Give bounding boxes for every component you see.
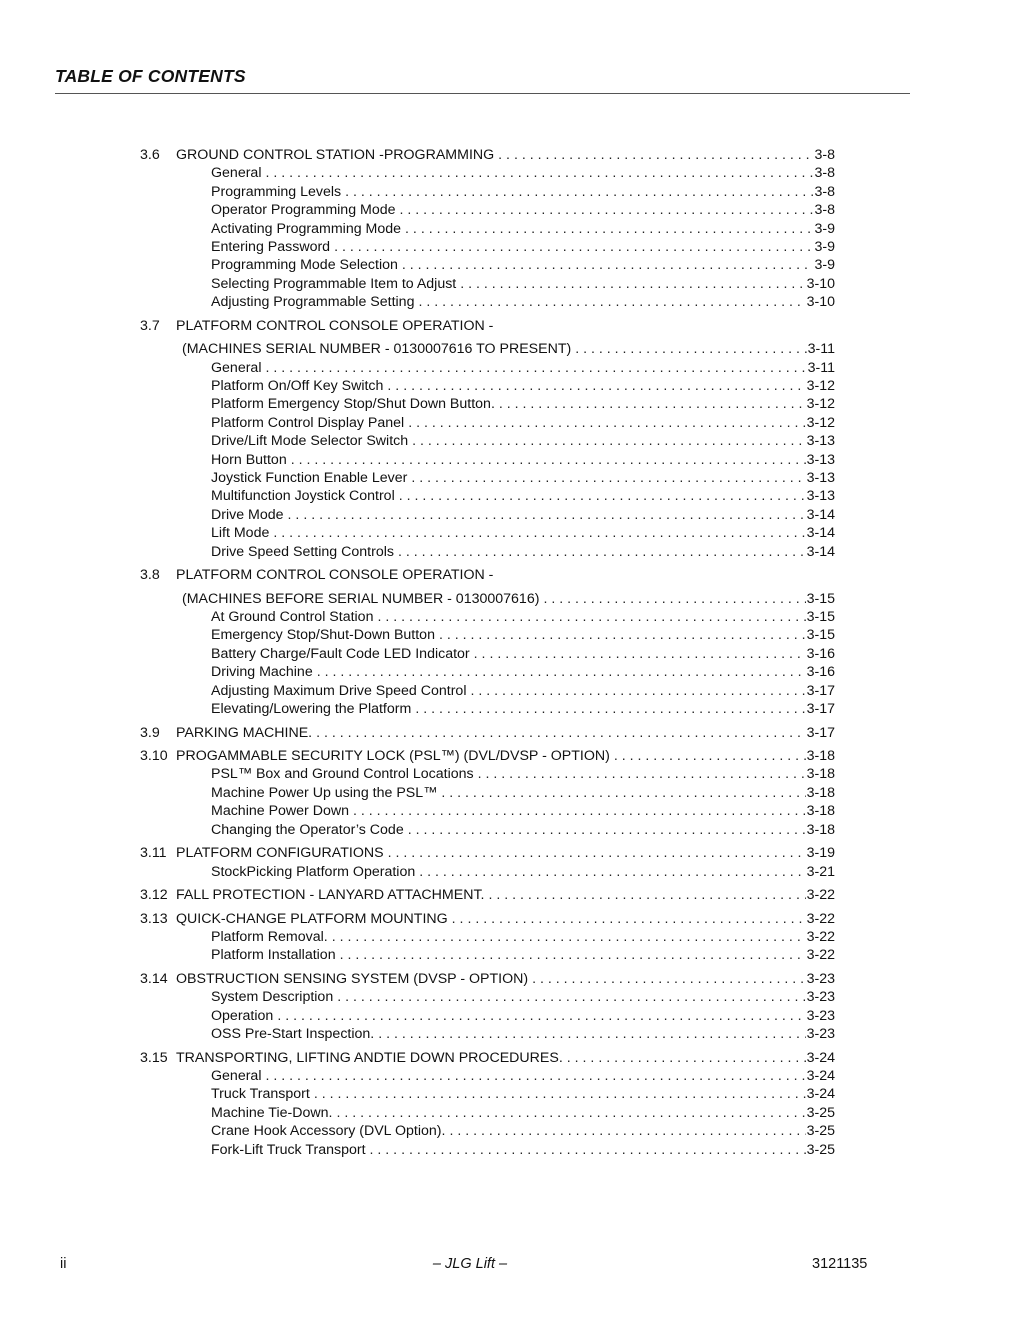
toc-entry-title: Platform Removal. (211, 928, 328, 945)
toc-entry-title: PLATFORM CONTROL CONSOLE OPERATION - (176, 567, 494, 584)
toc-entry-title: Fork-Lift Truck Transport (211, 1141, 366, 1158)
toc-section-entry (140, 886, 835, 904)
toc-dot-leader (377, 608, 805, 626)
toc-entry-title: Programming Levels (211, 183, 342, 200)
toc-page-number: 3-22 (806, 887, 835, 903)
toc-entry-title: General (211, 1067, 262, 1084)
toc-subsection-entry (211, 506, 835, 524)
toc-dot-leader (314, 1085, 806, 1103)
toc-subsection-entry (211, 524, 835, 542)
toc-entry-title: GROUND CONTROL STATION -PROGRAMMING (176, 147, 495, 163)
toc-dot-leader (452, 910, 806, 928)
toc-entry-title: QUICK-CHANGE PLATFORM MOUNTING (176, 910, 448, 927)
toc-section-entry (140, 146, 835, 164)
toc-subsection-entry (211, 928, 835, 946)
toc-entry-title: Machine Power Up using the PSL™ (211, 784, 438, 801)
toc-entry-title: Crane Hook Accessory (DVL Option). (211, 1123, 446, 1140)
toc-page-number: 3-12 (806, 378, 835, 394)
toc-entry-title: Truck Transport (211, 1086, 310, 1103)
toc-dot-leader (337, 988, 805, 1006)
toc-dot-leader (265, 1067, 805, 1085)
toc-page-number: 3-25 (806, 1141, 835, 1158)
toc-page-number: 3-23 (806, 989, 835, 1006)
toc-subsection-entry (211, 608, 835, 626)
toc-dot-leader (567, 1049, 806, 1067)
toc-section-number: 3.10 (140, 748, 168, 764)
toc-subsection-entry (182, 340, 835, 358)
toc-page-number: 3-16 (806, 645, 835, 662)
toc-dot-leader (291, 451, 806, 469)
toc-entry-title: Joystick Function Enable Lever (211, 470, 408, 486)
toc-page-number: 3-18 (806, 748, 835, 764)
toc-page-number: 3-18 (806, 766, 835, 783)
toc-page-number: 3-11 (807, 341, 835, 358)
toc-page-number: 3-22 (806, 928, 835, 945)
toc-subsection-entry (211, 414, 835, 432)
toc-dot-leader (345, 183, 813, 201)
toc-dot-leader (402, 256, 814, 274)
toc-entry-title: System Description (211, 989, 334, 1006)
toc-subsection-entry (211, 1007, 835, 1025)
toc-page-number: 3-25 (806, 1104, 835, 1121)
toc-dot-leader (273, 524, 805, 542)
toc-page-number: 3-17 (806, 724, 835, 741)
toc-entry-title: Adjusting Programmable Setting (211, 294, 415, 311)
toc-entry-title: PLATFORM CONFIGURATIONS (176, 845, 384, 862)
toc-section-number: 3.13 (140, 910, 168, 927)
toc-entry-title: Multifunction Joystick Control (211, 488, 395, 505)
toc-dot-leader (370, 1141, 806, 1159)
toc-dot-leader (398, 543, 806, 561)
toc-page-number: 3-15 (806, 627, 835, 644)
toc-page-number: 3-8 (814, 183, 835, 200)
toc-page-number: 3-10 (806, 275, 835, 292)
toc-subsection-entry (211, 377, 835, 395)
toc-section-entry (140, 910, 835, 928)
toc-dot-leader (575, 340, 806, 358)
toc-page-number: 3-24 (806, 1086, 835, 1103)
toc-dot-leader (336, 1104, 805, 1122)
toc-entry-title: General (211, 165, 262, 182)
toc-section-number: 3.11 (140, 845, 167, 862)
toc-page-number: 3-19 (806, 845, 835, 862)
toc-subsection-entry (211, 487, 835, 505)
toc-page-number: 3-22 (806, 947, 835, 964)
toc-page-number: 3-13 (806, 451, 835, 468)
toc-page-number: 3-10 (806, 294, 835, 311)
toc-entry-title: Platform Installation (211, 947, 336, 964)
toc-page-number: 3-14 (806, 543, 835, 560)
toc-section-entry (140, 747, 835, 765)
toc-entry-title: Machine Tie-Down. (211, 1104, 333, 1121)
toc-page-number: 3-24 (806, 1067, 835, 1084)
toc-dot-leader (614, 747, 806, 765)
toc-dot-leader (441, 784, 805, 802)
toc-subsection-entry (211, 451, 835, 469)
toc-entry-title: Platform Control Display Panel (211, 414, 405, 431)
toc-entry-title: Platform On/Off Key Switch (211, 378, 384, 394)
toc-entry-title: PARKING MACHINE. (176, 724, 313, 741)
toc-dot-leader (488, 886, 805, 904)
toc-entry-title: Drive Speed Setting Controls (211, 543, 394, 560)
toc-entry-title: PSL™ Box and Ground Control Locations (211, 766, 474, 783)
toc-subsection-entry (211, 238, 835, 256)
toc-section-entry (140, 317, 835, 335)
toc-page-number: 3-9 (814, 239, 835, 255)
toc-page-number: 3-15 (806, 590, 835, 607)
toc-entry-title: Lift Mode (211, 525, 270, 542)
toc-entry-title: Emergency Stop/Shut-Down Button (211, 627, 435, 644)
toc-subsection-entry (211, 256, 835, 274)
toc-dot-leader (387, 377, 805, 395)
toc-entry-title: Operation (211, 1007, 274, 1024)
toc-page-number: 3-24 (806, 1049, 835, 1066)
toc-dot-leader (265, 359, 806, 377)
toc-dot-leader (340, 946, 806, 964)
toc-section-number: 3.8 (140, 567, 160, 584)
toc-page-number: 3-25 (806, 1123, 835, 1140)
toc-page-number: 3-14 (806, 525, 835, 542)
toc-page-number: 3-12 (806, 396, 835, 413)
toc-entry-title: Driving Machine (211, 664, 313, 681)
page-header-title: TABLE OF CONTENTS (55, 66, 246, 86)
toc-page-number: 3-21 (806, 863, 835, 880)
toc-section-number: 3.12 (140, 887, 168, 903)
toc-dot-leader (405, 220, 813, 238)
toc-entry-title: OBSTRUCTION SENSING SYSTEM (DVSP - OPTION) (176, 970, 529, 987)
toc-subsection-entry (211, 663, 835, 681)
toc-subsection-entry (211, 183, 835, 201)
toc-dot-leader (439, 626, 806, 644)
toc-page-number: 3-22 (806, 910, 835, 927)
toc-page-number: 3-17 (806, 682, 835, 699)
toc-subsection-entry (211, 802, 835, 820)
toc-entry-title: Elevating/Lowering the Platform (211, 701, 412, 717)
footer-page-number: ii (60, 1256, 67, 1272)
toc-section-entry (140, 724, 835, 742)
toc-entry-title: (MACHINES BEFORE SERIAL NUMBER - 0130007616) (182, 590, 540, 607)
toc-entry-title: Programming Mode Selection (211, 257, 398, 274)
toc-entry-title: PROGAMMABLE SECURITY LOCK (PSL™) (DVL/DVSP - OPTION) (176, 748, 610, 764)
toc-entry-title: TRANSPORTING, LIFTING ANDTIE DOWN PROCEDURES. (176, 1049, 563, 1066)
toc-entry-title: Platform Emergency Stop/Shut Down Button. (211, 396, 495, 413)
toc-dot-leader (353, 802, 806, 820)
toc-dot-leader (470, 682, 805, 700)
toc-page-number: 3-18 (806, 803, 835, 820)
toc-subsection-entry (211, 1025, 835, 1043)
toc-entry-title: Entering Password (211, 239, 331, 255)
toc-dot-leader (317, 663, 806, 681)
toc-entry-title: Drive Mode (211, 506, 284, 523)
toc-dot-leader (411, 469, 805, 487)
toc-subsection-entry (211, 988, 835, 1006)
toc-section-entry (140, 566, 835, 584)
toc-dot-leader (277, 1007, 805, 1025)
toc-dot-leader (265, 164, 813, 182)
toc-subsection-entry (211, 359, 835, 377)
toc-subsection-entry (211, 765, 835, 783)
toc-entry-title: Selecting Programmable Item to Adjust (211, 275, 457, 292)
toc-dot-leader (543, 590, 805, 608)
toc-dot-leader (499, 395, 806, 413)
toc-entry-title: Changing the Operator’s Code (211, 821, 404, 838)
toc-dot-leader (378, 1025, 805, 1043)
toc-entry-title: FALL PROTECTION - LANYARD ATTACHMENT. (176, 887, 485, 903)
toc-dot-leader (388, 844, 806, 862)
footer-document-number: 3121135 (812, 1256, 868, 1272)
toc-section-entry (140, 844, 835, 862)
toc-subsection-entry (211, 626, 835, 644)
toc-subsection-entry (182, 590, 835, 608)
toc-page-number: 3-16 (806, 664, 835, 681)
toc-entry-title: Battery Charge/Fault Code LED Indicator (211, 645, 470, 662)
toc-subsection-entry (211, 275, 835, 293)
toc-subsection-entry (211, 821, 835, 839)
toc-entry-title: (MACHINES SERIAL NUMBER - 0130007616 TO PRESENT) (182, 341, 572, 358)
toc-dot-leader (412, 432, 805, 450)
toc-dot-leader (532, 970, 805, 988)
toc-subsection-entry (211, 784, 835, 802)
toc-subsection-entry (211, 1122, 835, 1140)
toc-page-number: 3-9 (814, 257, 835, 274)
toc-subsection-entry (211, 293, 835, 311)
toc-page-number: 3-18 (806, 784, 835, 801)
toc-page-number: 3-8 (814, 202, 835, 219)
toc-subsection-entry (211, 645, 835, 663)
toc-page-number: 3-13 (806, 488, 835, 505)
footer-brand: – JLG Lift – (432, 1256, 508, 1272)
toc-dot-leader (418, 293, 805, 311)
toc-entry-title: PLATFORM CONTROL CONSOLE OPERATION - (176, 317, 494, 334)
toc-subsection-entry (211, 432, 835, 450)
toc-dot-leader (408, 414, 805, 432)
toc-dot-leader (449, 1122, 805, 1140)
toc-section-entry (140, 970, 835, 988)
toc-entry-title: Adjusting Maximum Drive Speed Control (211, 682, 467, 699)
toc-page-number: 3-9 (814, 220, 835, 237)
toc-entry-title: OSS Pre-Start Inspection. (211, 1026, 375, 1042)
toc-subsection-entry (211, 1141, 835, 1159)
toc-page-number: 3-14 (806, 506, 835, 523)
toc-dot-leader (474, 645, 806, 663)
toc-subsection-entry (211, 1067, 835, 1085)
toc-section-number: 3.7 (140, 317, 160, 334)
toc-section-entry (140, 1049, 835, 1067)
toc-dot-leader (288, 506, 806, 524)
toc-section-number: 3.14 (140, 970, 168, 987)
toc-page-number: 3-23 (806, 1026, 835, 1042)
toc-page-number: 3-12 (806, 414, 835, 431)
toc-subsection-entry (211, 1085, 835, 1103)
toc-page-number: 3-8 (814, 165, 835, 182)
toc-page-number: 3-8 (814, 147, 835, 163)
toc-dot-leader (399, 487, 806, 505)
toc-subsection-entry (211, 1104, 835, 1122)
toc-subsection-entry (211, 682, 835, 700)
toc-subsection-entry (211, 469, 835, 487)
toc-section-number: 3.15 (140, 1049, 168, 1066)
toc-subsection-entry (211, 543, 835, 561)
toc-page-number: 3-15 (806, 609, 835, 625)
toc-subsection-entry (211, 395, 835, 413)
toc-subsection-entry (211, 946, 835, 964)
toc-subsection-entry (211, 220, 835, 238)
toc-page-number: 3-23 (806, 970, 835, 987)
toc-dot-leader (478, 765, 806, 783)
toc-dot-leader (316, 724, 805, 742)
toc-subsection-entry (211, 201, 835, 219)
toc-page-number: 3-18 (806, 821, 835, 838)
toc-entry-title: Activating Programming Mode (211, 220, 402, 237)
toc-page-number: 3-13 (806, 470, 835, 486)
toc-section-number: 3.6 (140, 147, 160, 163)
toc-page-number: 3-23 (806, 1007, 835, 1024)
toc-entry-title: At Ground Control Station (211, 609, 374, 625)
toc-entry-title: General (211, 359, 262, 376)
toc-entry-title: Machine Power Down (211, 803, 349, 820)
toc-page-number: 3-17 (806, 701, 835, 717)
toc-dot-leader (334, 238, 813, 256)
toc-page-number: 3-13 (806, 433, 835, 450)
toc-section-number: 3.9 (140, 724, 160, 741)
toc-entry-title: Horn Button (211, 451, 287, 468)
toc-subsection-entry (211, 700, 835, 718)
toc-dot-leader (400, 201, 814, 219)
toc-dot-leader (460, 275, 805, 293)
toc-dot-leader (419, 863, 805, 881)
toc-dot-leader (332, 928, 806, 946)
toc-dot-leader (415, 700, 805, 718)
toc-subsection-entry (211, 863, 835, 881)
toc-entry-title: Operator Programming Mode (211, 202, 396, 219)
toc-subsection-entry (211, 164, 835, 182)
toc-dot-leader (498, 146, 813, 164)
toc-page-number: 3-11 (807, 359, 835, 376)
toc-entry-title: Drive/Lift Mode Selector Switch (211, 433, 409, 450)
toc-dot-leader (408, 821, 806, 839)
toc-entry-title: StockPicking Platform Operation (211, 863, 416, 880)
